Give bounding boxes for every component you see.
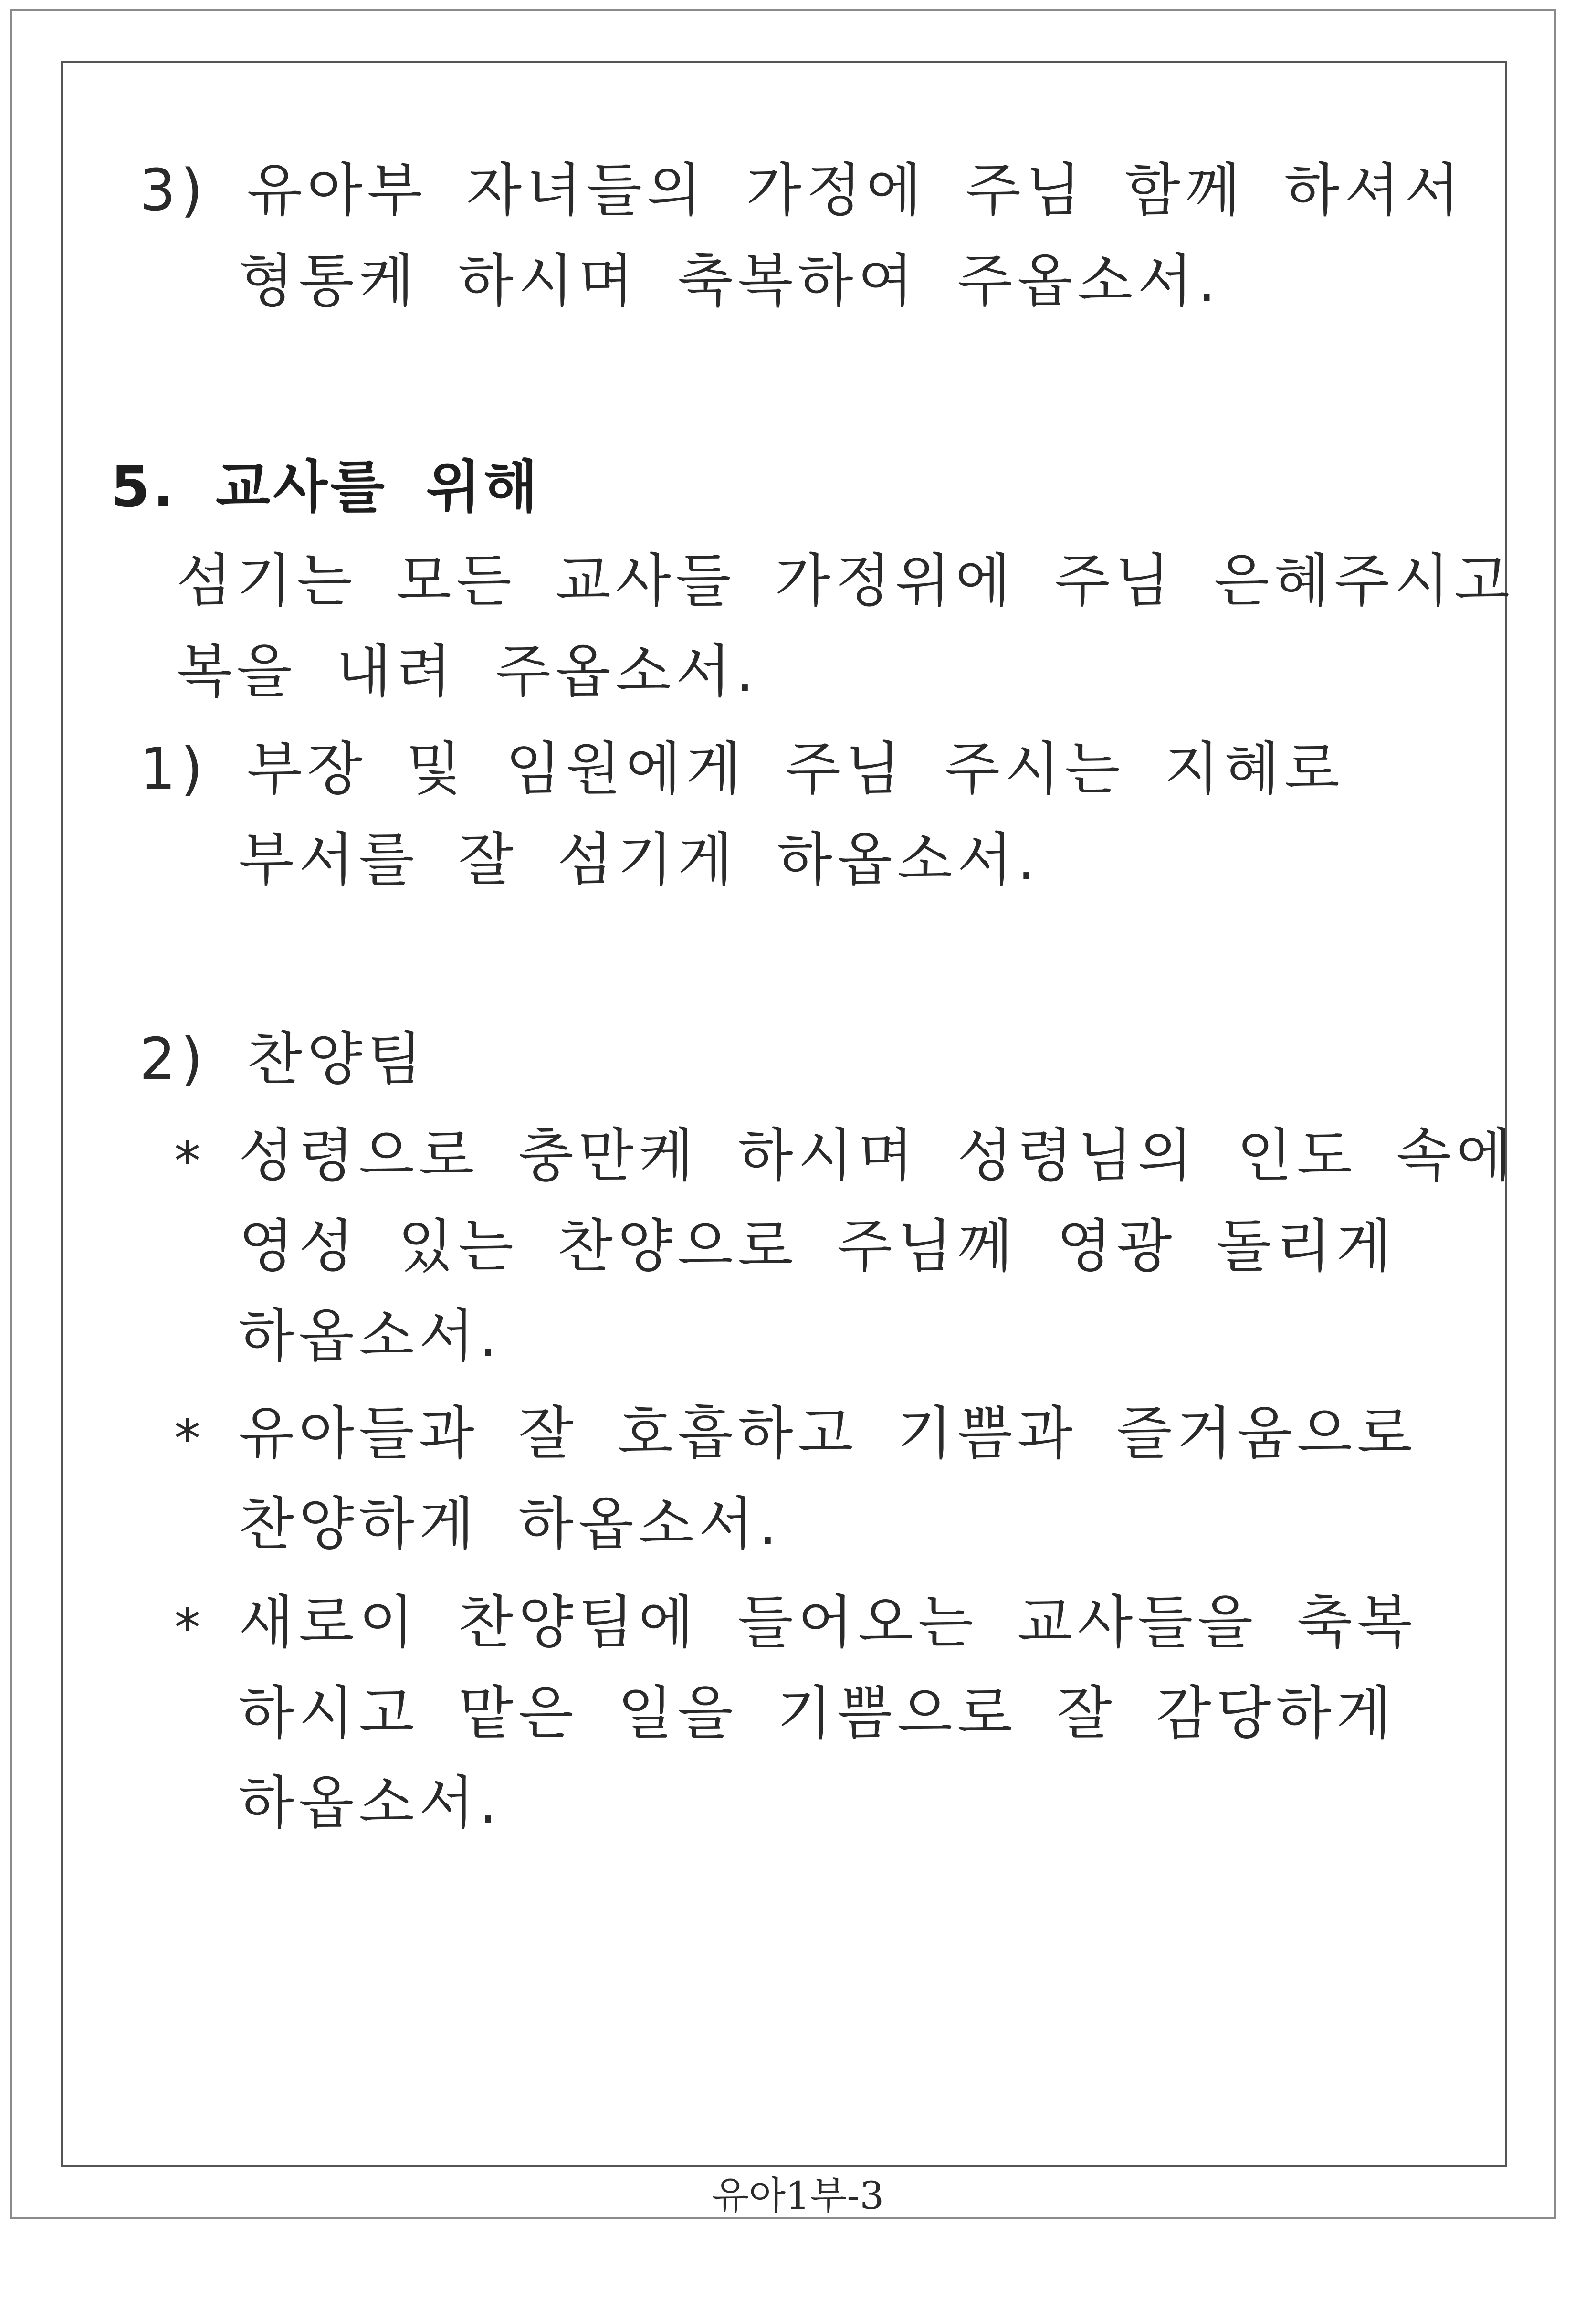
praise-bullet-3-line-2: 하시고 맡은 일을 기쁨으로 잘 감당하게	[239, 1680, 1396, 1747]
praise-bullet-2-line-2: 찬양하게 하옵소서.	[239, 1491, 782, 1558]
praise-bullet-1-line-3: 하옵소서.	[239, 1303, 502, 1370]
praise-bullet-1-line-2: 영성 있는 찬양으로 주님께 영광 돌리게	[239, 1213, 1396, 1280]
praise-bullet-2-line-1: 유아들과 잘 호흡하고 기쁨과 즐거움으로	[239, 1401, 1418, 1467]
section-5-intro-line-2: 복을 내려 주옵소서.	[177, 639, 759, 705]
prayer-item-2-heading: 2) 찬양팀	[139, 1026, 428, 1093]
inner-content-border	[61, 61, 1507, 2167]
prayer-item-3-line-2: 형통케 하시며 축복하여 주옵소서.	[239, 248, 1221, 315]
prayer-item-1-line-1: 1) 부장 및 임원에게 주님 주시는 지혜로	[139, 736, 1344, 802]
bullet-star-1: *	[174, 1130, 200, 1192]
prayer-item-1-line-2: 부서를 잘 섬기게 하옵소서.	[239, 827, 1040, 893]
prayer-item-3-line-1: 3) 유아부 자녀들의 가정에 주님 함께 하셔서	[139, 158, 1465, 224]
section-heading-teachers: 5. 교사를 위해	[111, 454, 541, 520]
praise-bullet-3-line-1: 새로이 찬양팀에 들어오는 교사들을 축복	[239, 1590, 1418, 1656]
page-footer: 유아1부-3	[712, 2173, 884, 2218]
praise-bullet-1-line-1: 성령으로 충만케 하시며 성령님의 인도 속에	[239, 1123, 1517, 1189]
bullet-star-2: *	[174, 1408, 200, 1469]
praise-bullet-3-line-3: 하옵소서.	[239, 1770, 502, 1836]
bullet-star-3: *	[174, 1597, 200, 1658]
section-5-intro-line-1: 섬기는 모든 교사들 가정위에 주님 은혜주시고	[177, 548, 1515, 614]
